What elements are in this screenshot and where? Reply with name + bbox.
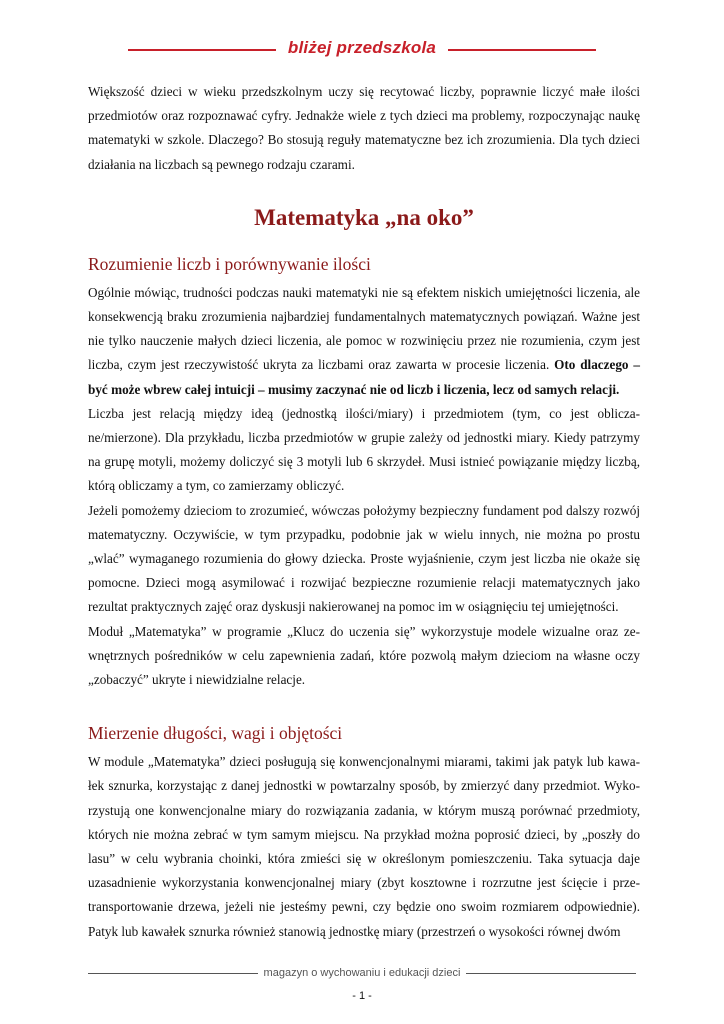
section1-paragraph-3: Jeżeli pomożemy dzieciom to zrozumieć, wówczas położymy bezpieczny fundament pod dalszy rozwój matematyczny. Oczywiście, w tym przypadku, podobnie jak w wielu innych, nie można po prostu „wlać” wymaganego rozumienia do głowy dziecka. Proste wyjaśnienie, czym jest liczba nie okaże się pomocne. Dzieci mogą asymilować i rozwijać bezpieczne rozumienie relacji matematycznych jako rezultat praktycznych zajęć oraz dyskusji nakierowanej na pomoc im w osiągnięciu tej umiejętności. <box>88 502 640 615</box>
header-rule-left <box>128 49 276 51</box>
intro-paragraph: Większość dzieci w wieku przedszkolnym uczy się recytować liczby, poprawnie liczyć małe ilości przedmiotów oraz rozpoznawać cyfry. Jednakże wiele z tych dzieci ma problemy, rozpoczynając naukę matematyki w szkole. Dlaczego? Bo stosują reguły matematyczne bez ich zrozumienia. Dla tych dzieci działania na liczbach są pewnego rodzaju czarami. <box>88 84 640 172</box>
footer-tagline: magazyn o wychowaniu i edukacji dzieci <box>263 967 461 979</box>
page-footer <box>0 964 724 984</box>
article-body <box>88 80 640 944</box>
article-title: Matematyka „na oko” <box>254 204 474 230</box>
footer-rule-left <box>88 973 258 974</box>
page-header <box>0 38 724 62</box>
section-heading-numbers: Rozumienie liczb i porównywanie ilości <box>88 253 371 274</box>
footer-rule-right <box>466 973 636 974</box>
section1-paragraph-4: Moduł „Matematyka” w programie „Klucz do uczenia się” wykorzystuje modele wizualne oraz zewnętrznych pośredników w celu zapewnienia zadań, które pozwolą małym dzieciom na własne oczy „zobaczyć” ukryte i niewidzialne relacje. <box>88 623 640 688</box>
section1-paragraph-2: Liczba jest relacją między ideą (jednostką ilości/miary) i przedmiotem (tym, co jest obliczane/mierzone). Dla przykładu, liczba przedmiotów w grupie zależy od jednostki miary. Kiedy patrzymy na grupę motyli, możemy doliczyć się 3 motyli lub 6 skrzydeł. Musi istnieć powiązanie między liczbą, którą obliczamy a tym, co zamierzamy obliczyć. <box>88 405 640 494</box>
section1-p1-text: Ogólnie mówiąc, trudności podczas nauki matematyki nie są efektem niskich umiejętności liczenia, ale konsekwencją braku zrozumienia najbardziej fundamentalnych matematycznych powiązań. Ważne jest nie tylko nauczenie małych dzieci liczenia, ale pomoc w rozwinięciu przez nie rozumienia, czym jest liczba, czym jest rzeczywistość ukryta za liczbami oraz zawarta w procesie liczenia. <box>88 284 640 373</box>
magazine-logo: bliżej przedszkola <box>287 38 437 57</box>
page-number: - 1 - <box>352 990 372 1002</box>
section2-paragraph-1: W module „Matematyka” dzieci posługują się konwencjonalnymi miarami, takimi jak patyk lub kawałek sznurka, korzystając z danej jednostki w powtarzalny sposób, by zmierzyć dany przedmiot. Wykorzystują one konwencjonalne miary do rozwiązania zadania, w którym muszą porównać przedmioty, których nie można zebrać w tym samym miejscu. Na przykład można poprosić dzieci, by „poszły do lasu” w celu wybrania choinki, która zmieści się w określonym pomieszczeniu. Taka sytuacja daje uzasadnienie wykorzystania konwencjonalnej miary (zbyt kosztowne i rozrzutne jest ścięcie i przetransportowanie drzewa, jeżeli nie jesteśmy pewni, czy będzie ono swoim rozmiarem odpowiednie). Patyk lub kawałek sznurka również stanowią jednostkę miary (przestrzeń o wysokości równej dwóm <box>88 754 640 939</box>
section-heading-measurement: Mierzenie długości, wagi i objętości <box>88 723 343 744</box>
header-rule-right <box>448 49 596 51</box>
section1-paragraph-1 <box>88 281 640 402</box>
section1-p1-bold: Oto dlaczego – być może wbrew całej intuicji – musimy zaczynać nie od liczb i liczenia, lecz od samych relacji. <box>88 357 640 397</box>
